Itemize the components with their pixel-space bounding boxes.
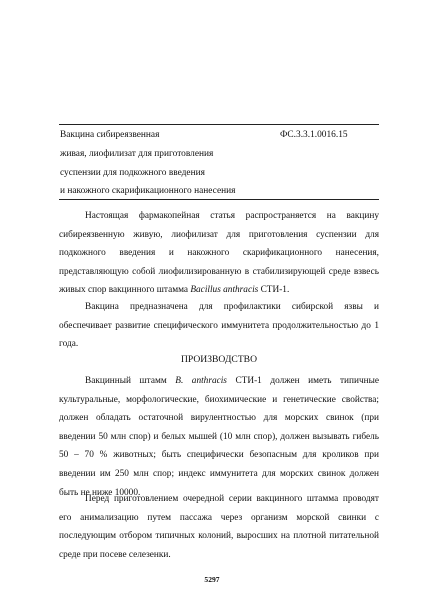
intro-p1-tail: СТИ-1. xyxy=(258,285,290,296)
production-heading: ПРОИЗВОДСТВО xyxy=(180,354,258,365)
doc-title-line-1: Вакцина сибиреязвенная xyxy=(60,130,160,140)
doc-code: ФС.3.3.1.0016.15 xyxy=(280,130,348,140)
production-paragraph-1 xyxy=(59,372,379,502)
intro-paragraph-1 xyxy=(59,207,379,300)
production-p1-head: Вакцинный штамм xyxy=(85,376,176,386)
doc-title-line-2: живая, лиофилизат для приготовления xyxy=(60,149,214,159)
intro-paragraph-2: Вакцина предназначена для профилактики сибирской язвы и обеспечивает развитие специфического иммунитета продолжительностью до 1 года. xyxy=(59,302,379,350)
doc-title-line-4: и накожного скарификационного нанесения xyxy=(60,186,236,196)
header-top-rule xyxy=(59,124,379,125)
intro-p1-text: Настоящая фармакопейная статья распространяется на вакцину сибиреязвенную живую, лиофилизат для приготовления суспензии для подкожного введения и накожного скарификационного нанесения, представляющую собой лиофилизированную в стабилизирующей среде взвесь живых спор вакцинного штамма xyxy=(59,211,379,296)
header-bottom-rule xyxy=(59,199,379,200)
doc-title-line-3: суспензии для подкожного введения xyxy=(60,168,205,178)
production-p1-species: B. anthracis xyxy=(175,376,227,386)
production-p1-rest: СТИ-1 должен иметь типичные культуральные, морфологические, биохимические и генетические свойства; должен обладать остаточной вирулентностью для морских свинок (при введении 50 млн спор) и белых мышей (10 млн спор), должен вызывать гибель 50 – 70 % животных; быть специфически безопасным для кроликов при введении им 250 млн спор; индекс иммунитета для морских свинок должен быть не ниже 10000. xyxy=(59,376,380,498)
intro-p1-species: Bacillus anthracis xyxy=(190,285,259,296)
page-number: 5297 xyxy=(204,575,220,584)
production-paragraph-2: Перед приготовлением очередной серии вакцинного штамма проводят его анимализацию путем пассажа через организм морской свинки с последующим отбором типичных колоний, выросших на плотной питательной среде при посеве селезенки. xyxy=(59,494,379,560)
